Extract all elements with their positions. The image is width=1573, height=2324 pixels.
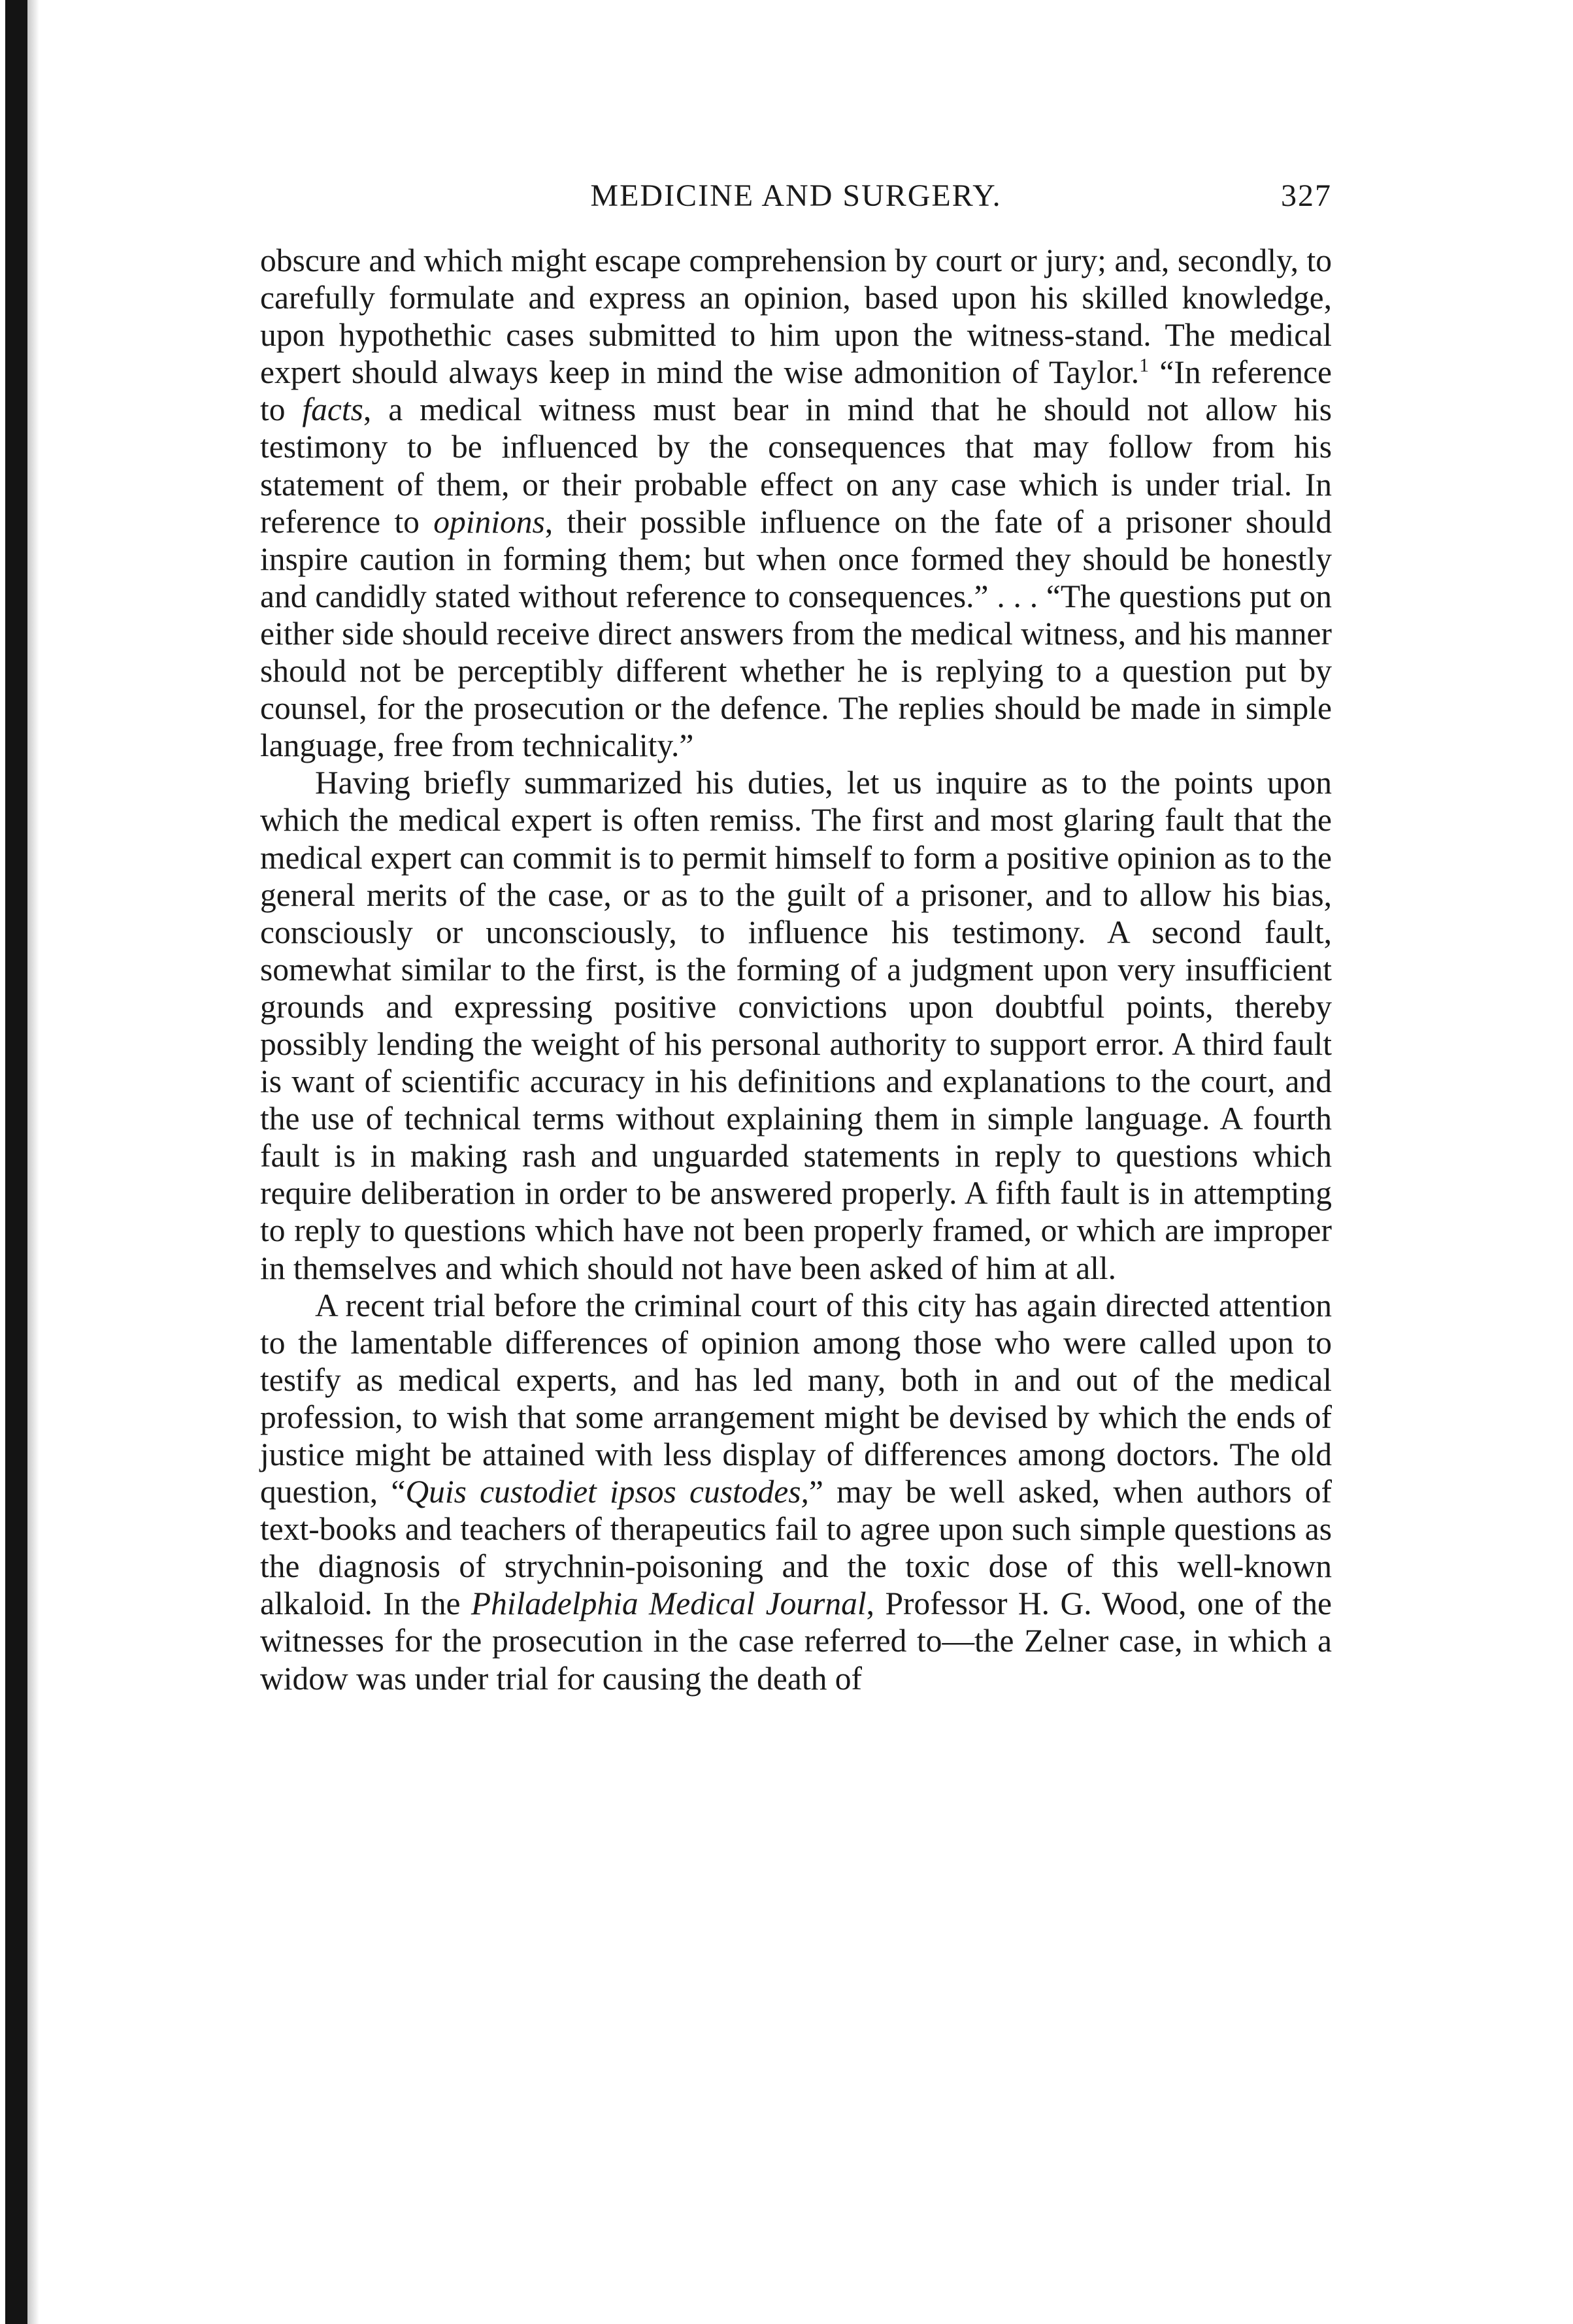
emphasis-journal-title: Philadelphia Medical Journal xyxy=(471,1585,867,1622)
running-title: MEDICINE AND SURGERY. xyxy=(590,178,1002,213)
book-page xyxy=(260,163,1332,1697)
paragraph-2: Having briefly summarized his duties, let us inquire as to the points upon which the medical expert is often remiss. The first and most glaring fault that the medical expert can commit is to permit himself to form a positive opinion as to the general merits of the case, or as to the guilt of a prisoner, and to allow his bias, consciously or unconsciously, to influence his testimony. A second fault, somewhat similar to the first, is the forming of a judgment upon very insufficient grounds and expressing positive convictions upon doubtful points, thereby possibly lending the weight of his personal authority to support error. A third fault is want of scientific accuracy in his definitions and explanations to the court, and the use of technical terms without explaining them in simple language. A fourth fault is in making rash and unguarded statements in reply to questions which require deliberation in order to be answered properly. A fifth fault is in attempting to reply to questions which have not been properly framed, or which are improper in themselves and which should not have been asked of him at all. xyxy=(260,765,1333,1286)
emphasis-latin-quote: Quis custodiet ipsos custodes, xyxy=(405,1474,809,1510)
running-head xyxy=(260,163,1332,213)
paragraph-3: A recent trial before the criminal court of this city has again directed attention to the lamentable differences of opinion among those who were called upon to testify as medical experts, and has led many, both in and out of the medical profession, to wish that some arrangement might be devised by which the ends of justice might be attained with less display of differences among doctors. The old question, “Quis custodiet ipsos custodes,” may be well asked, when authors of text-books and teachers of therapeutics fail to agree upon such simple questions as the diagnosis of strychnin-poisoning and the toxic dose of this well-known alkaloid. In the Philadelphia Medical Journal, Professor H. G. Wood, one of the witnesses for the prosecution in the case referred to—the Zelner case, in which a widow was under trial for causing the death of xyxy=(260,1287,1333,1697)
page-binding-edge xyxy=(5,0,27,2324)
paragraph-1: obscure and which might escape comprehension by court or jury; and, secondly, to carefully formulate and express an opinion, based upon his skilled knowledge, upon hypothethic cases submitted to him upon the witness-stand. The medical expert should always keep in mind the wise admonition of Taylor.$^1$ “In reference to facts, a medical witness must bear in mind that he should not allow his testimony to be influenced by the consequences that may follow from his statement of them, or their probable effect on any case which is under trial. In reference to opinions, their possible influence on the fate of a prisoner should inspire caution in forming them; but when once formed they should be honestly and candidly stated without reference to consequences.” . . . “The questions put on either side should receive direct answers from the medical witness, and his manner should not be perceptibly different whether he is replying to a question put by counsel, for the prosecution or the defence. The replies should be made in simple language, free from technicality.” xyxy=(260,242,1332,764)
body-text xyxy=(260,242,1332,1697)
page-binding-shadow xyxy=(27,0,39,2324)
footnote-reference: 1 xyxy=(1139,354,1150,376)
emphasis-facts: facts xyxy=(302,391,363,428)
page-number: 327 xyxy=(1281,178,1332,213)
emphasis-opinions: opinions xyxy=(433,503,545,540)
